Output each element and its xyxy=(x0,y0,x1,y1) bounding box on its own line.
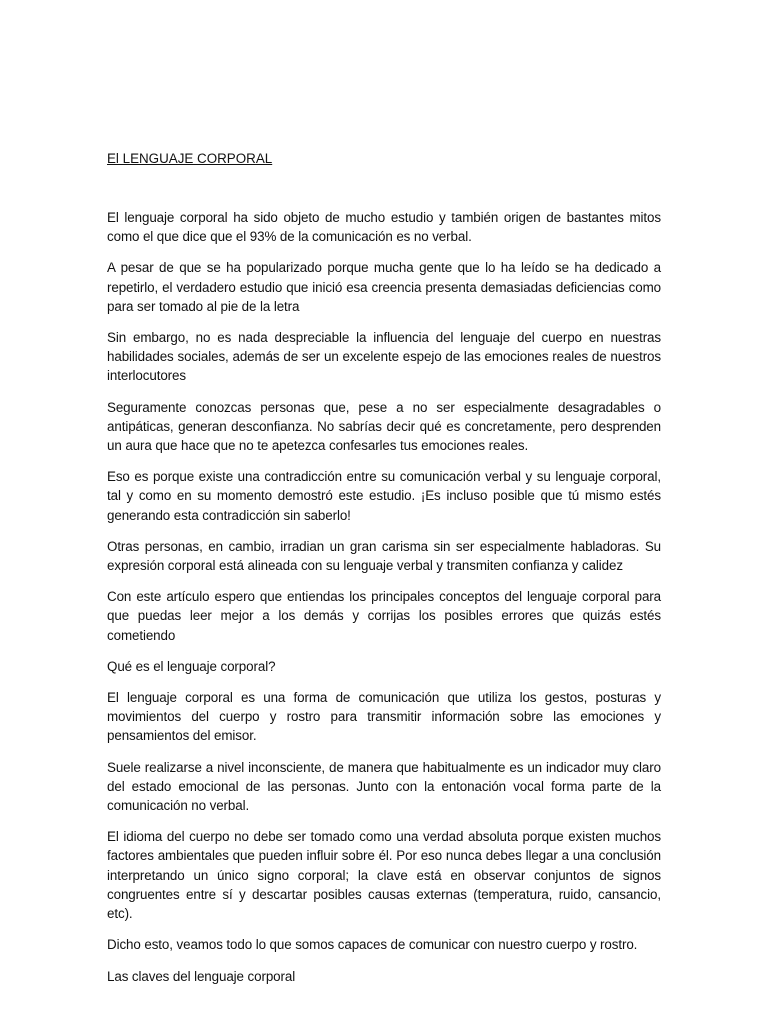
paragraph-popularized: A pesar de que se ha popularizado porque mucha gente que lo ha leído se ha dedicado a repetirlo, el verdadero estudio que inició esa creencia presenta demasiadas deficiencias como para ser tomado al pie de la letra xyxy=(107,260,661,314)
section-heading-keys: Las claves del lenguaje corporal xyxy=(107,968,296,984)
paragraph-definition: El lenguaje corporal es una forma de comunicación que utiliza los gestos, posturas y movimientos del cuerpo y rostro para transmitir información sobre las emociones y pensamientos del emisor. xyxy=(107,690,661,744)
paragraph-intro: El lenguaje corporal ha sido objeto de mucho estudio y también origen de bastantes mitos como el que dice que el 93% de la comunicación es no verbal. xyxy=(107,210,661,245)
document-body xyxy=(107,208,661,998)
paragraph-unconscious: Suele realizarse a nivel inconsciente, de manera que habitualmente es un indicador muy claro del estado emocional de las personas. Junto con la entonación vocal forma parte de la comunicación no verbal. xyxy=(107,759,661,814)
section-heading-what-is: Qué es el lenguaje corporal? xyxy=(107,658,276,674)
paragraph-distrust: Seguramente conozcas personas que, pese a no ser especialmente desagradables o antipáticas, generan desconfianza. No sabrías decir qué es concretamente, pero desprenden un aura que hace que no te apetezca confesarles tus emociones reales. xyxy=(107,399,661,454)
paragraph-not-absolute: El idioma del cuerpo no debe ser tomado como una verdad absoluta porque existen muchos factores ambientales que pueden influir sobre él. Por eso nunca debes llegar a una conclusión interpretando un único signo corporal; la clave está en observar conjuntos de signos congruentes entre sí y descartar posibles causas externas (temperatura, ruido, cansancio, etc). xyxy=(107,829,661,922)
paragraph-contradiction: Eso es porque existe una contradicción entre su comunicación verbal y su lenguaje corporal, tal y como en su momento demostró este estudio. ¡Es incluso posible que tú mismo estés generando esta contradicción sin saberlo! xyxy=(107,469,661,523)
paragraph-charisma: Otras personas, en cambio, irradian un gran carisma sin ser especialmente habladoras. Su expresión corporal está alineada con su lenguaje verbal y transmiten confianza y calidez xyxy=(107,538,661,574)
paragraph-influence: Sin embargo, no es nada despreciable la influencia del lenguaje del cuerpo en nuestras habilidades sociales, además de ser un excelente espejo de las emociones reales de nuestros interlocutores xyxy=(107,330,661,384)
paragraph-transition: Dicho esto, veamos todo lo que somos capaces de comunicar con nuestro cuerpo y rostro. xyxy=(107,937,638,953)
paragraph-article-purpose: Con este artículo espero que entiendas los principales conceptos del lenguaje corporal para que puedas leer mejor a los demás y corrijas los posibles errores que quizás estés cometiendo xyxy=(107,589,661,643)
document-title: El LENGUAJE CORPORAL xyxy=(107,151,273,166)
